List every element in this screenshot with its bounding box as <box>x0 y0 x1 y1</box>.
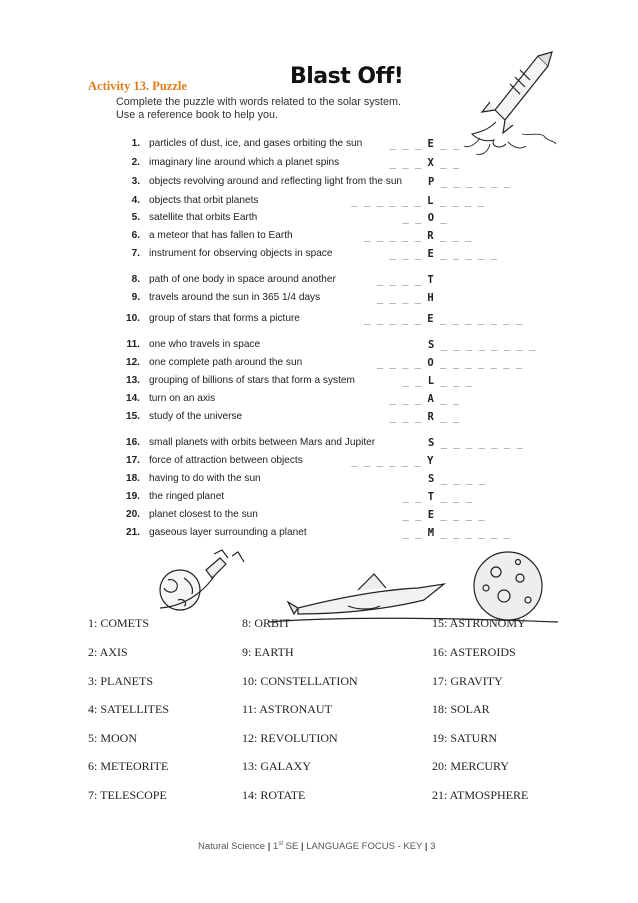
clue-text: the ringed planet <box>149 491 225 502</box>
answer-blanks <box>428 435 523 451</box>
answer-key-item: 6: METEORITE <box>88 759 169 773</box>
blanks-after[interactable]: _ _ _ _ <box>440 509 485 521</box>
clue-row <box>118 311 300 327</box>
blanks-before[interactable]: _ _ _ <box>389 393 422 405</box>
given-letter: E <box>427 313 434 325</box>
footer-course: SE <box>282 841 301 853</box>
answer-blanks <box>428 337 535 353</box>
clue-text: small planets with orbits between Mars and Jupiter <box>149 437 376 448</box>
clue-number: 2. <box>131 157 140 168</box>
blanks-before[interactable]: _ _ <box>402 509 422 521</box>
footer-page-number: 3 <box>427 841 436 853</box>
clue-number: 21. <box>125 527 140 538</box>
footer-separator: | <box>267 841 271 853</box>
answer-blanks <box>402 525 510 541</box>
given-letter: L <box>427 195 434 207</box>
blanks-before[interactable]: _ _ <box>402 212 422 224</box>
answer-key-item: 20: MERCURY <box>432 759 510 773</box>
blanks-after[interactable]: _ _ _ _ <box>439 195 484 207</box>
given-letter: H <box>427 292 434 304</box>
blanks-after[interactable]: _ _ <box>440 138 460 150</box>
answer-blanks <box>390 409 460 425</box>
footer-level-suffix: st <box>278 841 283 847</box>
clue-text: grouping of billions of stars that form a system <box>149 375 355 386</box>
blanks-before[interactable]: _ _ _ _ _ <box>364 230 421 242</box>
clue-number: 12. <box>125 357 140 368</box>
given-letter: S <box>428 339 435 351</box>
given-letter: T <box>427 491 435 503</box>
rocket-illustration <box>460 50 560 160</box>
given-letter: R <box>427 411 434 423</box>
blanks-after[interactable]: _ _ _ <box>440 375 472 387</box>
answer-blanks <box>428 174 510 190</box>
clue-number: 18. <box>125 473 140 484</box>
clue-number: 7. <box>131 248 140 259</box>
clue-row <box>118 409 242 425</box>
puzzle-title: Blast Off! <box>290 64 404 89</box>
clue-text: a meteor that has fallen to Earth <box>149 230 293 241</box>
clue-number: 15. <box>125 411 140 422</box>
answer-blanks <box>402 210 446 226</box>
clue-text: objects that orbit planets <box>149 195 259 206</box>
clue-row <box>118 228 293 244</box>
clue-number: 6. <box>131 230 140 241</box>
answer-key-item: 15: ASTRONOMY <box>432 616 526 630</box>
clue-text: path of one body in space around another <box>149 274 336 285</box>
clue-number: 11. <box>126 339 140 350</box>
blanks-before[interactable]: _ _ _ <box>389 248 422 260</box>
blanks-after[interactable]: _ _ _ _ _ _ <box>440 176 511 188</box>
given-letter: E <box>427 248 434 260</box>
given-letter: O <box>427 212 435 224</box>
given-letter: E <box>427 509 435 521</box>
answer-blanks <box>428 471 485 487</box>
clue-number: 20. <box>125 509 140 520</box>
clue-number: 3. <box>131 176 140 187</box>
answer-blanks <box>390 136 460 152</box>
clue-text: having to do with the sun <box>149 473 261 484</box>
answer-key-item: 11: ASTRONAUT <box>242 702 332 716</box>
blanks-after[interactable]: _ _ _ _ _ _ _ <box>440 357 523 369</box>
clue-number: 1. <box>131 138 140 149</box>
given-letter: M <box>427 527 435 539</box>
blanks-before[interactable]: _ _ _ _ <box>376 357 422 369</box>
answer-key-item: 2: AXIS <box>88 645 128 659</box>
clue-number: 19. <box>125 491 140 502</box>
clue-row <box>118 391 215 407</box>
answer-key-item: 9: EARTH <box>242 645 294 659</box>
answer-key-item: 21: ATMOSPHERE <box>432 788 529 802</box>
answer-key-item: 17: GRAVITY <box>432 674 503 688</box>
blanks-after[interactable]: _ _ _ _ _ _ _ <box>439 313 523 325</box>
clue-number: 13. <box>125 375 140 386</box>
clue-number: 17. <box>125 455 140 466</box>
clue-row <box>118 525 307 541</box>
clue-text: force of attraction between objects <box>149 455 303 466</box>
blanks-before[interactable]: _ _ <box>402 527 422 539</box>
activity-title: Activity 13. Puzzle <box>88 79 187 93</box>
blanks-after[interactable]: _ <box>440 212 447 224</box>
footer-separator: | <box>424 841 428 853</box>
blanks-before[interactable]: _ _ _ _ _ <box>364 313 421 325</box>
answer-key-item: 1: COMETS <box>88 616 150 630</box>
given-letter: L <box>427 375 435 387</box>
clue-row <box>118 290 320 306</box>
clue-text: turn on an axis <box>149 393 216 404</box>
answer-key-item: 8: ORBIT <box>242 616 291 630</box>
footer-level: 1 <box>270 841 279 853</box>
clue-row <box>118 471 261 487</box>
clue-number: 8. <box>131 274 140 285</box>
clue-text: particles of dust, ice, and gases orbiting the sun <box>149 138 363 149</box>
blanks-after[interactable]: _ _ _ _ _ _ <box>440 527 510 539</box>
answer-blanks <box>364 311 522 327</box>
given-letter: S <box>428 437 435 449</box>
clue-row <box>118 155 339 171</box>
clue-text: planet closest to the sun <box>149 509 258 520</box>
given-letter: Y <box>427 455 434 467</box>
clue-row <box>118 210 257 226</box>
blanks-after[interactable]: _ _ <box>440 411 460 423</box>
answer-blanks <box>364 228 472 244</box>
clue-number: 10. <box>125 313 140 324</box>
answer-blanks <box>351 453 433 469</box>
answer-blanks <box>390 391 460 407</box>
clue-text: imaginary line around which a planet spins <box>149 157 340 168</box>
blanks-before[interactable]: _ _ _ <box>389 411 422 423</box>
blanks-before[interactable]: _ _ _ <box>389 138 422 150</box>
footer-subject: Natural Science <box>198 841 268 853</box>
clue-number: 4. <box>131 195 140 206</box>
clue-text: travels around the sun in 365 1/4 days <box>149 292 321 303</box>
answer-blanks <box>402 507 484 523</box>
clue-text: study of the universe <box>149 411 243 422</box>
blanks-before[interactable]: _ _ _ _ _ _ <box>351 195 421 207</box>
answer-key-item: 14: ROTATE <box>242 788 306 802</box>
clue-row <box>118 337 260 353</box>
answer-key-item: 10: CONSTELLATION <box>242 674 358 688</box>
blanks-before[interactable]: _ _ _ <box>389 157 422 169</box>
clue-number: 14. <box>125 393 140 404</box>
given-letter: P <box>428 176 435 188</box>
answer-blanks <box>390 155 460 171</box>
clue-row <box>118 174 402 190</box>
answer-blanks <box>402 489 472 505</box>
given-letter: R <box>427 230 434 242</box>
clue-text: objects revolving around and reflecting light from the sun <box>149 176 403 187</box>
clue-row <box>118 373 355 389</box>
blanks-after[interactable]: _ _ _ _ _ <box>440 248 498 260</box>
answer-key-item: 16: ASTEROIDS <box>432 645 516 659</box>
answer-blanks <box>377 355 522 371</box>
clue-text: satellite that orbits Earth <box>149 212 258 223</box>
clue-text: group of stars that forms a picture <box>149 313 300 324</box>
blanks-after[interactable]: _ _ <box>440 393 460 405</box>
answer-key-item: 19: SATURN <box>432 731 498 745</box>
clue-text: gaseous layer surrounding a planet <box>149 527 307 538</box>
blanks-before[interactable]: _ _ <box>402 375 422 387</box>
blanks-after[interactable]: _ _ _ _ _ _ _ <box>440 437 523 449</box>
answer-key-item: 18: SOLAR <box>432 702 490 716</box>
blanks-after[interactable]: _ _ <box>440 157 460 169</box>
clue-row <box>118 272 336 288</box>
answer-key-item: 5: MOON <box>88 731 138 745</box>
blanks-after[interactable]: _ _ _ _ <box>440 473 485 485</box>
answer-key-item: 4: SATELLITES <box>88 702 169 716</box>
instructions-line-1: Complete the puzzle with words related to the solar system. <box>116 96 402 108</box>
clue-row <box>118 507 258 523</box>
clue-row <box>118 435 375 451</box>
clue-number: 16. <box>125 437 140 448</box>
given-letter: T <box>427 274 434 286</box>
clue-row <box>118 453 303 469</box>
clue-text: one who travels in space <box>149 339 261 350</box>
clue-row <box>118 355 302 371</box>
blanks-after[interactable]: _ _ _ <box>440 491 472 503</box>
blanks-after[interactable]: _ _ _ _ _ _ _ _ <box>440 339 536 351</box>
clue-number: 5. <box>131 212 140 223</box>
given-letter: E <box>427 138 434 150</box>
page-footer <box>198 841 435 852</box>
blanks-before[interactable]: _ _ _ _ <box>376 292 422 304</box>
answer-blanks <box>377 290 434 306</box>
clue-text: instrument for observing objects in space <box>149 248 333 259</box>
clue-text: one complete path around the sun <box>149 357 303 368</box>
footer-section: LANGUAGE FOCUS - KEY <box>303 841 425 853</box>
blanks-before[interactable]: _ _ <box>402 491 422 503</box>
clue-row <box>118 193 258 209</box>
answer-blanks <box>390 246 498 262</box>
instructions-line-2: Use a reference book to help you. <box>116 109 279 121</box>
footer-separator: | <box>300 841 304 853</box>
answer-blanks <box>377 272 434 288</box>
clue-row <box>118 246 332 262</box>
given-letter: O <box>427 357 434 369</box>
answer-key-item: 13: GALAXY <box>242 759 311 773</box>
given-letter: S <box>428 473 435 485</box>
given-letter: X <box>427 157 434 169</box>
answer-key-item: 7: TELESCOPE <box>88 788 167 802</box>
answer-blanks <box>402 373 472 389</box>
given-letter: A <box>427 393 434 405</box>
blanks-before[interactable]: _ _ _ _ <box>376 274 422 286</box>
answer-key-item: 3: PLANETS <box>88 674 154 688</box>
blanks-before[interactable]: _ _ _ _ _ _ <box>351 455 421 467</box>
answer-blanks <box>351 193 484 209</box>
blanks-after[interactable]: _ _ _ <box>439 230 472 242</box>
clue-number: 9. <box>131 292 140 303</box>
clue-row <box>118 136 362 152</box>
clue-row <box>118 489 224 505</box>
answer-key-item: 12: REVOLUTION <box>242 731 338 745</box>
